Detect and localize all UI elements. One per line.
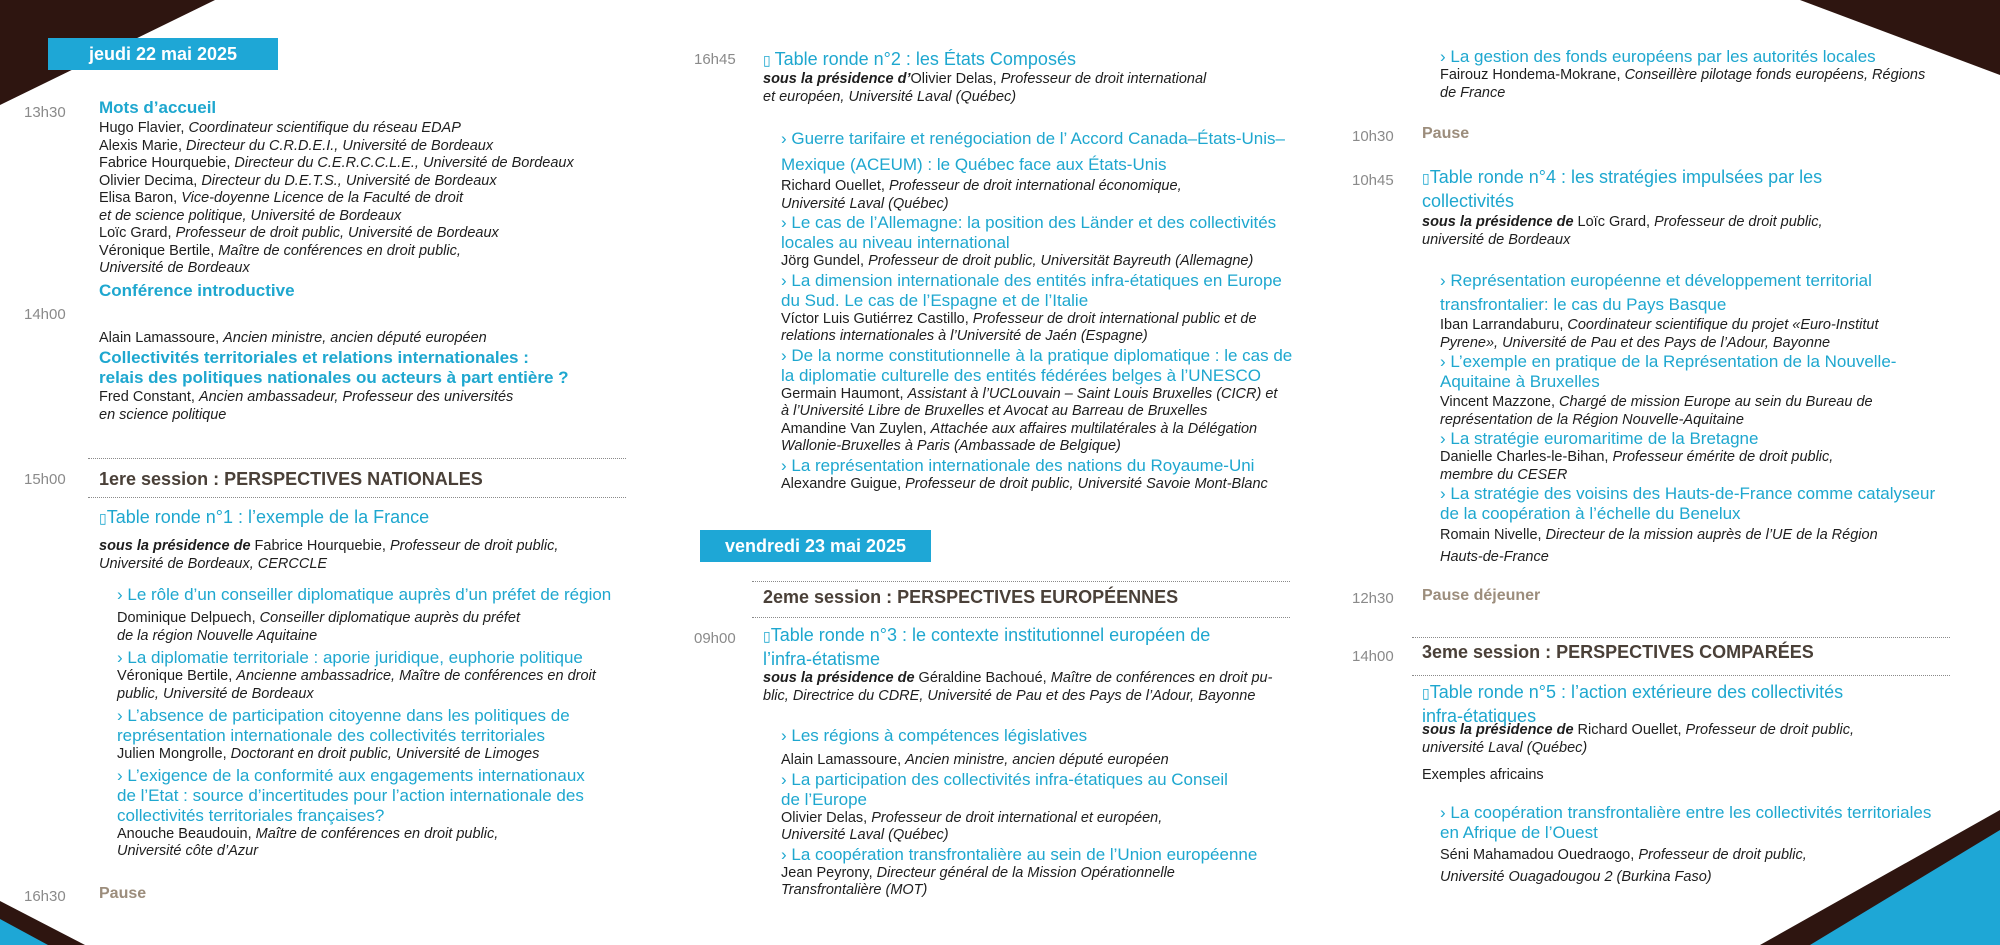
time-label: 15h00	[24, 471, 66, 488]
table-ronde-3-title: ▯Table ronde n°3 : le contexte institutionnel européen de l’infra-étatisme	[763, 625, 1211, 669]
table-ronde-4-talks	[1440, 269, 1935, 568]
day2-date-bar: vendredi 23 mai 2025	[700, 530, 931, 562]
welcome-title: Mots d’accueil	[99, 98, 217, 117]
time-label: 16h30	[24, 888, 66, 905]
talk-item: › L’exemple en pratique de la Représentation de la Nouvelle- Aquitaine à Bruxelles Vincent Mazzone, Chargé de mission Europe au sein du Bureau de représentation de la Région Nouvelle-Aquitaine	[1440, 352, 1897, 428]
table-ronde-2-chair: sous la présidence d’Olivier Delas, Professeur de droit international et européen, Université Laval (Québec)	[763, 71, 1207, 105]
talk-item: › Le cas de l’Allemagne: la position des Länder et des collectivités locales au niveau international Jörg Gundel, Professeur de droit public, Universität Bayreuth (Allemagne)	[781, 213, 1277, 269]
time-label: 10h30	[1352, 128, 1394, 145]
table-ronde-1-talks	[117, 585, 611, 861]
intro-speaker-2: Fred Constant, Ancien ambassadeur, Professeur des universités en science politique	[99, 389, 514, 423]
pause-label: Pause	[1422, 125, 1470, 142]
talk-item: › Guerre tarifaire et renégociation de l’ Accord Canada–États-Unis– Mexique (ACEUM) : le Québec face aux États-Unis Richard Ouellet, Professeur de droit international économique, Université Laval (Québec)	[781, 129, 1285, 212]
pause-label: Pause	[99, 885, 147, 902]
welcome-speakers: Hugo Flavier, Coordinateur scientifique du réseau EDAP Alexis Marie, Directeur du C.R.D.E.I., Université de Bordeaux Fabrice Hourquebie, Directeur du C.E.R.C.C.L.E., Université de Bordeaux Olivier Decima, Directeur du D.E.T.S., Université de Bordeaux Elisa Baron, Vice-doyenne Licence de la Faculté de droit et de science politique, Université de Bordeaux Loïc Grard, Professeur de droit public, Université de Bordeaux Véronique Bertile, Maître de conférences en droit public, Université de Bordeaux	[99, 120, 574, 276]
table-ronde-5-chair: sous la présidence de Richard Ouellet, Professeur de droit public, université Laval (Québec)	[1422, 722, 1854, 756]
talk-item: › La coopération transfrontalière entre les collectivités territoriales en Afrique de l’Ouest Séni Mahamadou Ouedraogo, Professeur de droit public, Université Ouagadougou 2 (Burkina Faso)	[1440, 803, 1932, 885]
session-1-title: 1ere session : PERSPECTIVES NATIONALES	[99, 469, 483, 489]
talk-item: › De la norme constitutionnelle à la pratique diplomatique : le cas de la diplomatie culturelle des entités fédérées belges à l’UNESCO Germain Haumont, Assistant à l’UCLouvain – Saint Louis Bruxelles (CICR) et à l’Université Libre de Bruxelles et Avocat au Barreau de Bruxelles	[781, 345, 1293, 419]
table-ronde-4-title: ▯Table ronde n°4 : les stratégies impulsées par les collectivités	[1422, 167, 1823, 211]
intro-talk-title: Collectivités territoriales et relations internationales : relais des politiques nationales ou acteurs à part entière ?	[99, 348, 569, 387]
session-3-title: 3eme session : PERSPECTIVES COMPARÉES	[1422, 642, 1814, 662]
table-ronde-3-talks	[781, 726, 1257, 900]
pause-dejeuner-label: Pause déjeuner	[1422, 587, 1541, 604]
talk-item: › La coopération transfrontalière au sein de l’Union européenne Jean Peyrony, Directeur général de la Mission Opérationnelle Transfrontalière (MOT)	[781, 844, 1258, 898]
table-ronde-3-chair: sous la présidence de Géraldine Bachoué, Maître de conférences en droit pu- blic, Directrice du CDRE, Université de Pau et des Pays de l’Adour, Bayonne	[763, 670, 1273, 704]
talk-item: Amandine Van Zuylen, Attachée aux affaires multilatérales à la Délégation Wallonie-Bruxelles à Paris (Ambassade de Belgique)	[781, 420, 1258, 454]
divider	[1412, 675, 1950, 676]
session-2-title: 2eme session : PERSPECTIVES EUROPÉENNES	[763, 587, 1179, 607]
table-ronde-5-title: ▯Table ronde n°5 : l’action extérieure des collectivités infra-étatiques	[1422, 682, 1844, 726]
gestion-talk: › La gestion des fonds européens par les autorités locales Fairouz Hondema-Mokrane, Conseillère pilotage fonds européens, Régions de France	[1440, 47, 1926, 101]
time-label: 12h30	[1352, 590, 1394, 607]
time-label: 13h30	[24, 104, 66, 121]
talk-item: › L’exigence de la conformité aux engagements internationaux de l’Etat : source d’incertitudes pour l’action internationale des collectivités territoriales françaises? Anouche Beaudouin, Maître de conférences en droit public, Université côte d’Azur	[117, 765, 585, 859]
talk-item: › La dimension internationale des entités infra-étatiques en Europe du Sud. Le cas de l’Espagne et de l’Italie Víctor Luis Gutiérrez Castillo, Professeur de droit international public et de relations internationales à l’Université de Jaén (Espagne)	[781, 270, 1282, 344]
talk-item: › La participation des collectivités infra-étatiques au Conseil de l’Europe Olivier Delas, Professeur de droit international et européen, Université Laval (Québec)	[781, 769, 1228, 843]
time-label: 10h45	[1352, 172, 1394, 189]
day1-date-bar: jeudi 22 mai 2025	[48, 38, 278, 70]
talk-item: › Les régions à compétences législatives Alain Lamassoure, Ancien ministre, ancien député européen	[781, 726, 1169, 768]
talk-item: › La stratégie des voisins des Hauts-de-France comme catalyseur de la coopération à l’échelle du Benelux Romain Nivelle, Directeur de la mission auprès de l’UE de la Région Hauts-de-France	[1440, 484, 1936, 565]
table-ronde-2-title: ▯ Table ronde n°2 : les États Composés	[763, 49, 1076, 69]
divider	[88, 497, 626, 498]
time-label: 09h00	[694, 630, 736, 647]
divider	[752, 581, 1290, 582]
talk-item: › La représentation internationale des nations du Royaume-Uni Alexandre Guigue, Professeur de droit public, Université Savoie Mont-Blanc	[781, 455, 1268, 492]
table-ronde-1-title: ▯Table ronde n°1 : l’exemple de la France	[99, 507, 430, 527]
time-label: 14h00	[1352, 648, 1394, 665]
talk-item: › L’absence de participation citoyenne dans les politiques de représentation internationale des collectivités territoriales Julien Mongrolle, Doctorant en droit public, Université de Limoges	[117, 706, 570, 762]
table-ronde-4-chair: sous la présidence de Loïc Grard, Professeur de droit public, université de Bordeaux	[1422, 214, 1823, 248]
talk-item: › Représentation européenne et développement territorial transfrontalier: le cas du Pays Basque Iban Larrandaburu, Coordinateur scientifique du projet «Euro-Institut Pyrene», Université de Pau et des Pays de l’Adour, Bayonne	[1440, 271, 1879, 351]
exemples-africains-label: Exemples africains	[1422, 767, 1544, 783]
talk-item: › La stratégie euromaritime de la Bretagne Danielle Charles-le-Bihan, Professeur émérite de droit public, membre du CESER	[1440, 429, 1834, 483]
conference-intro-title: Conférence introductive	[99, 281, 295, 300]
table-ronde-1-chair: sous la présidence de Fabrice Hourquebie, Professeur de droit public, Université de Bordeaux, CERCCLE	[99, 538, 559, 572]
table-ronde-2-talks	[781, 126, 1292, 493]
talk-item: › La diplomatie territoriale : aporie juridique, euphorie politique Véronique Bertile, Ancienne ambassadrice, Maître de conférences en droit public, Université de Bordeaux	[117, 648, 596, 702]
divider	[752, 617, 1290, 618]
talk-item: › Le rôle d’un conseiller diplomatique auprès d’un préfet de région Dominique Delpuech, Conseiller diplomatique auprès du préfet de la région Nouvelle Aquitaine	[117, 585, 612, 644]
time-label: 14h00	[24, 306, 66, 323]
divider	[88, 458, 626, 459]
time-label: 16h45	[694, 51, 736, 68]
intro-speaker: Alain Lamassoure, Ancien ministre, ancien député européen	[99, 330, 487, 346]
divider	[1412, 637, 1950, 638]
